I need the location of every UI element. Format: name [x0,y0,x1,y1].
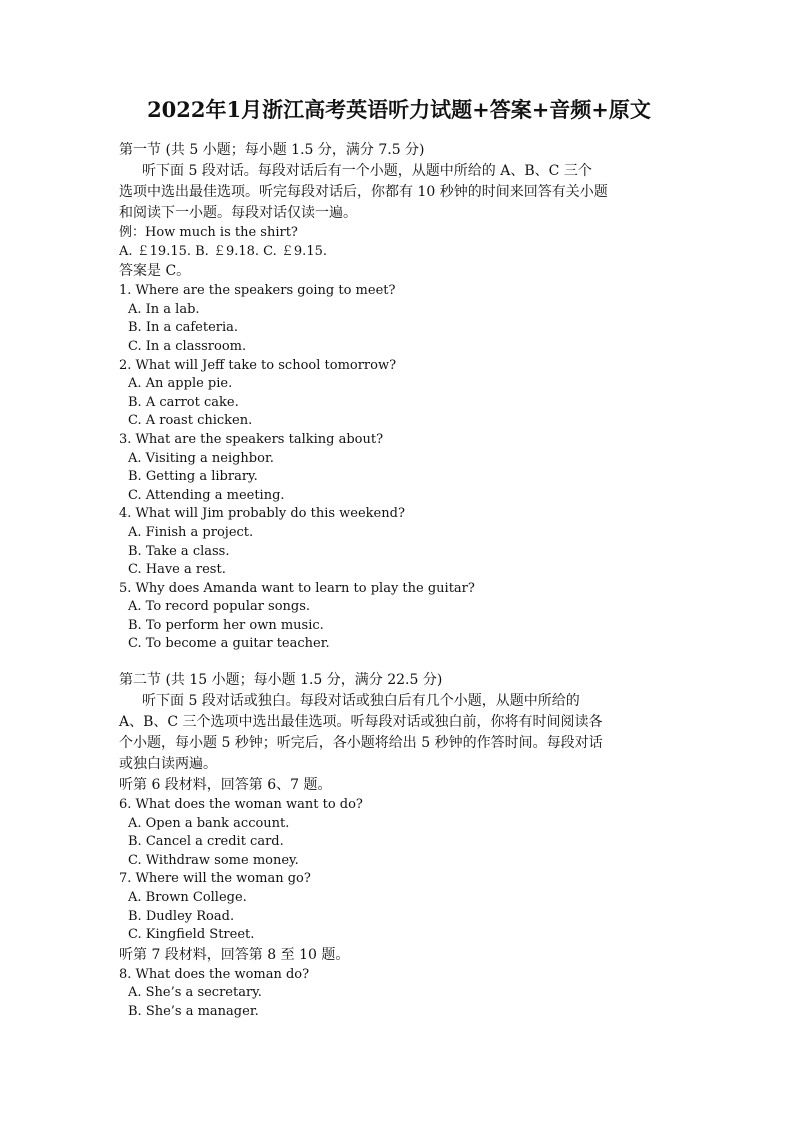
option-b: B. To perform her own music. [128,617,324,633]
option-a: A. Brown College. [128,890,247,906]
question-text: 4. What will Jim probably do this weekend? [119,506,405,522]
question-7 [119,870,679,944]
option-b: B. Take a class. [128,543,230,559]
section2-instruction-line: 个小题，每小题 5 秒钟；听完后，各小题将给出 5 秒钟的作答时间。每段对话 [119,735,603,752]
option-c: C. Withdraw some money. [128,852,299,868]
question-1 [119,282,679,356]
section2-instruction-line: 听下面 5 段对话或独白。每段对话或独白后有几个小题，从题中所给的 [142,693,580,710]
section-spacer [119,654,679,670]
section2-instruction-line: A、B、C 三个选项中选出最佳选项。听每段对话或独白前，你将有时间阅读各 [119,714,603,731]
option-c: C. Kingfield Street. [128,927,255,943]
question-3 [119,431,679,505]
question-5 [119,580,679,654]
section2-heading: 第二节 (共 15 小题；每小题 1.5 分，满分 22.5 分) [119,672,443,689]
option-a: A. In a lab. [128,301,200,317]
example-question: 例：How much is the shirt? [119,225,298,240]
question-4 [119,505,679,579]
question-text: 2. What will Jeff take to school tomorrow? [119,357,397,373]
option-a: A. Open a bank account. [128,815,290,831]
question-text: 1. Where are the speakers going to meet? [119,283,396,299]
example-answer: 答案是 C。 [119,263,191,280]
question-2 [119,357,679,431]
section1-instruction-line: 和阅读下一小题。每段对话仅读一遍。 [119,205,357,221]
example-options: A. ￡19.15. B. ￡9.18. C. ￡9.15. [119,243,327,259]
section1-heading: 第一节 (共 5 小题；每小题 1.5 分，满分 7.5 分) [119,142,425,158]
option-c: C. A roast chicken. [128,413,253,429]
option-b: B. In a cafeteria. [128,320,239,336]
page-title: 2022年1月浙江高考英语听力试题+答案+音频+原文 [147,97,651,122]
option-b: B. Dudley Road. [128,908,235,924]
section2-instruction-line: 或独白读两遍。 [119,756,217,773]
document-page [119,96,679,1022]
question-text: 5. Why does Amanda want to learn to play the guitar? [119,580,475,596]
section1-instruction-line: 听下面 5 段对话。每段对话后有一个小题，从题中所给的 A、B、C 三个 [142,163,592,179]
question-8 [119,966,679,1022]
option-b: B. Getting a library. [128,469,258,485]
option-b: B. She’s a manager. [128,1004,259,1019]
section1-instruction-line: 选项中选出最佳选项。听完每段对话后，你都有 10 秒钟的时间来回答有关小题 [119,184,608,200]
material-7-heading: 听第 7 段材料，回答第 8 至 10 题。 [119,946,350,963]
option-a: A. She’s a secretary. [128,985,262,1001]
option-c: C. In a classroom. [128,338,247,354]
option-b: B. Cancel a credit card. [128,834,284,850]
question-text: 3. What are the speakers talking about? [119,431,384,447]
option-c: C. To become a guitar teacher. [128,636,330,652]
option-b: B. A carrot cake. [128,394,239,410]
option-c: C. Have a rest. [128,562,226,578]
option-a: A. An apple pie. [128,376,233,392]
option-c: C. Attending a meeting. [128,487,285,503]
option-a: A. Visiting a neighbor. [128,450,274,466]
option-a: A. To record popular songs. [128,599,311,615]
material-6-heading: 听第 6 段材料，回答第 6、7 题。 [119,777,332,794]
question-6 [119,796,679,870]
option-a: A. Finish a project. [128,524,254,540]
question-text: 8. What does the woman do? [119,966,310,982]
question-text: 6. What does the woman want to do? [119,797,363,813]
question-text: 7. Where will the woman go? [119,871,311,887]
